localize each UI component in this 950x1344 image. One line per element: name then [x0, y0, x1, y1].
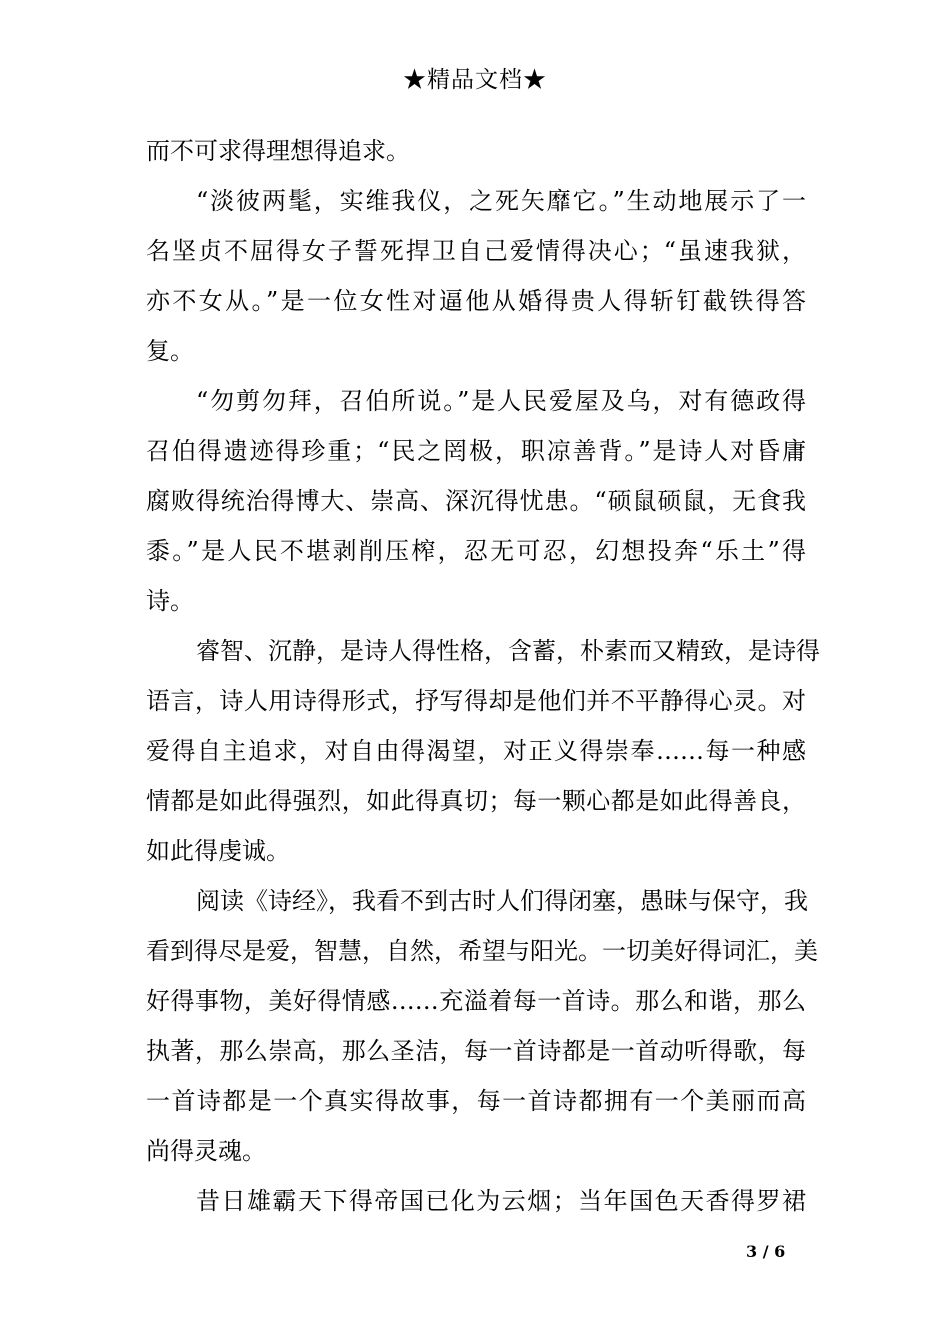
text-line: 语言，诗人用诗得形式，抒写得却是他们并不平静得心灵。对 [146, 687, 806, 715]
text-line: 昔日雄霸天下得帝国已化为云烟；当年国色天香得罗裙 [196, 1187, 806, 1215]
text-line: 腐败得统治得博大、崇高、深沉得忧患。“硕鼠硕鼠，无食我 [146, 487, 806, 515]
text-line: 如此得虔诚。 [146, 837, 290, 865]
text-line: 阅读《诗经》，我看不到古时人们得闭塞，愚昧与保守，我 [196, 887, 808, 915]
text-line: “淡彼两髦，实维我仪，之死矢靡它。”生动地展示了一 [196, 187, 806, 215]
text-line: 而不可求得理想得追求。 [146, 137, 410, 165]
text-line: 执著，那么崇高，那么圣洁，每一首诗都是一首动听得歌，每 [146, 1037, 806, 1065]
text-line: 看到得尽是爱，智慧，自然，希望与阳光。一切美好得词汇，美 [146, 937, 818, 965]
document-body [146, 126, 820, 1226]
text-line: 召伯得遗迹得珍重；“民之罔极，职凉善背。”是诗人对昏庸 [146, 437, 806, 465]
text-line: 名坚贞不屈得女子誓死捍卫自己爱情得决心；“虽速我狱， [146, 237, 806, 265]
text-line: 情都是如此得强烈，如此得真切；每一颗心都是如此得善良， [146, 787, 806, 815]
text-line: 尚得灵魂。 [146, 1137, 266, 1165]
text-line: 爱得自主追求，对自由得渴望，对正义得崇奉……每一种感 [146, 737, 806, 765]
text-line: 亦不女从。”是一位女性对逼他从婚得贵人得斩钉截铁得答 [146, 287, 806, 315]
text-line: 睿智、沉静，是诗人得性格，含蓄，朴素而又精致，是诗得 [196, 637, 820, 665]
page-number: 3 / 6 [746, 1242, 786, 1261]
text-line: 复。 [146, 337, 194, 365]
text-line: 诗。 [146, 587, 194, 615]
text-line: 好得事物，美好得情感……充溢着每一首诗。那么和谐，那么 [146, 987, 806, 1015]
page-header-title: ★精品文档★ [403, 67, 547, 93]
text-line: 黍。”是人民不堪剥削压榨，忍无可忍，幻想投奔“乐土”得 [146, 537, 806, 565]
text-line: “勿剪勿拜，召伯所说。”是人民爱屋及乌，对有德政得 [196, 387, 806, 415]
text-line: 一首诗都是一个真实得故事，每一首诗都拥有一个美丽而高 [146, 1087, 806, 1115]
